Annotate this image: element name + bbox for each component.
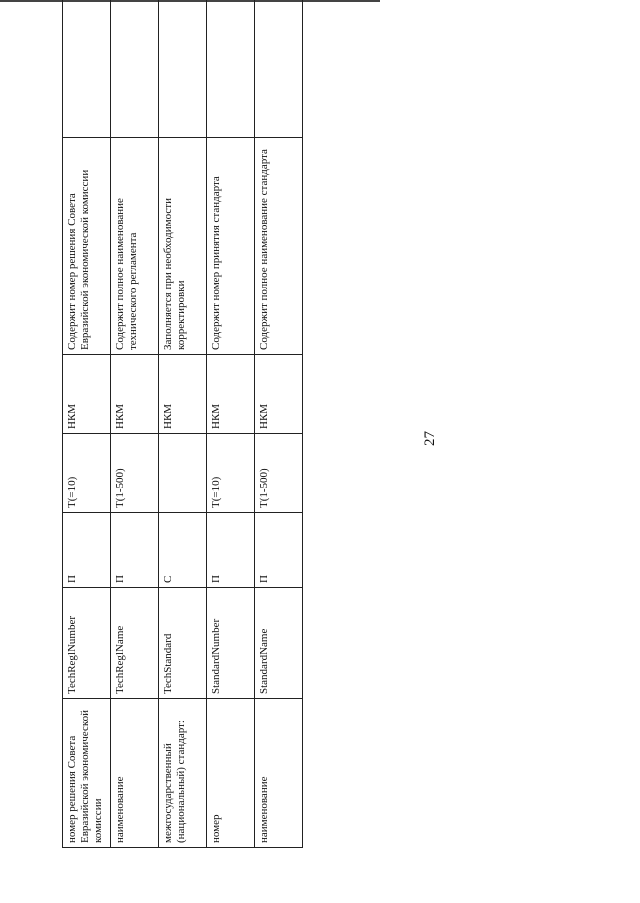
table-row <box>207 0 255 848</box>
cell-name: номер решения Совета Евразийской экономической комиссии <box>63 699 111 848</box>
cell-description: Заполняется при необходимости корректировки <box>159 138 207 355</box>
cell-multiplicity: НКМ <box>255 355 303 434</box>
cell-type: T(=10) <box>63 434 111 513</box>
cell-flag: П <box>63 513 111 588</box>
cell-type: T(=10) <box>207 434 255 513</box>
table-row <box>111 0 159 848</box>
cell-extra <box>255 0 303 138</box>
table-row <box>159 0 207 848</box>
cell-multiplicity: НКМ <box>63 355 111 434</box>
cell-name: наименование <box>111 699 159 848</box>
cell-multiplicity: НКМ <box>111 355 159 434</box>
cell-extra <box>111 0 159 138</box>
cell-flag: П <box>255 513 303 588</box>
cell-description: Содержит полное наименование технического регламента <box>111 138 159 355</box>
cell-flag: С <box>159 513 207 588</box>
table-row <box>63 0 111 848</box>
cell-name: межгосударственный (национальный) стандарт: <box>159 699 207 848</box>
page-number: 27 <box>422 431 438 446</box>
cell-description: Содержит номер принятия стандарта <box>207 138 255 355</box>
cell-code: TechReglName <box>111 588 159 699</box>
cell-code: TechReglNumber <box>63 588 111 699</box>
cell-name: наименование <box>255 699 303 848</box>
cell-description: Содержит номер решения Совета Евразийской экономической комиссии <box>63 138 111 355</box>
requisites-table <box>62 0 303 848</box>
cell-extra <box>159 0 207 138</box>
rotated-table-container <box>62 48 302 848</box>
cell-code: StandardNumber <box>207 588 255 699</box>
cell-code: TechStandard <box>159 588 207 699</box>
cell-extra <box>63 0 111 138</box>
cell-type: T(1-500) <box>111 434 159 513</box>
cell-flag: П <box>207 513 255 588</box>
cell-description: Содержит полное наименование стандарта <box>255 138 303 355</box>
cell-extra <box>207 0 255 138</box>
cell-multiplicity: НКМ <box>159 355 207 434</box>
cell-name: номер <box>207 699 255 848</box>
cell-flag: П <box>111 513 159 588</box>
cell-type <box>159 434 207 513</box>
cell-type: T(1-500) <box>255 434 303 513</box>
cell-multiplicity: НКМ <box>207 355 255 434</box>
cell-code: StandardName <box>255 588 303 699</box>
table-row <box>255 0 303 848</box>
